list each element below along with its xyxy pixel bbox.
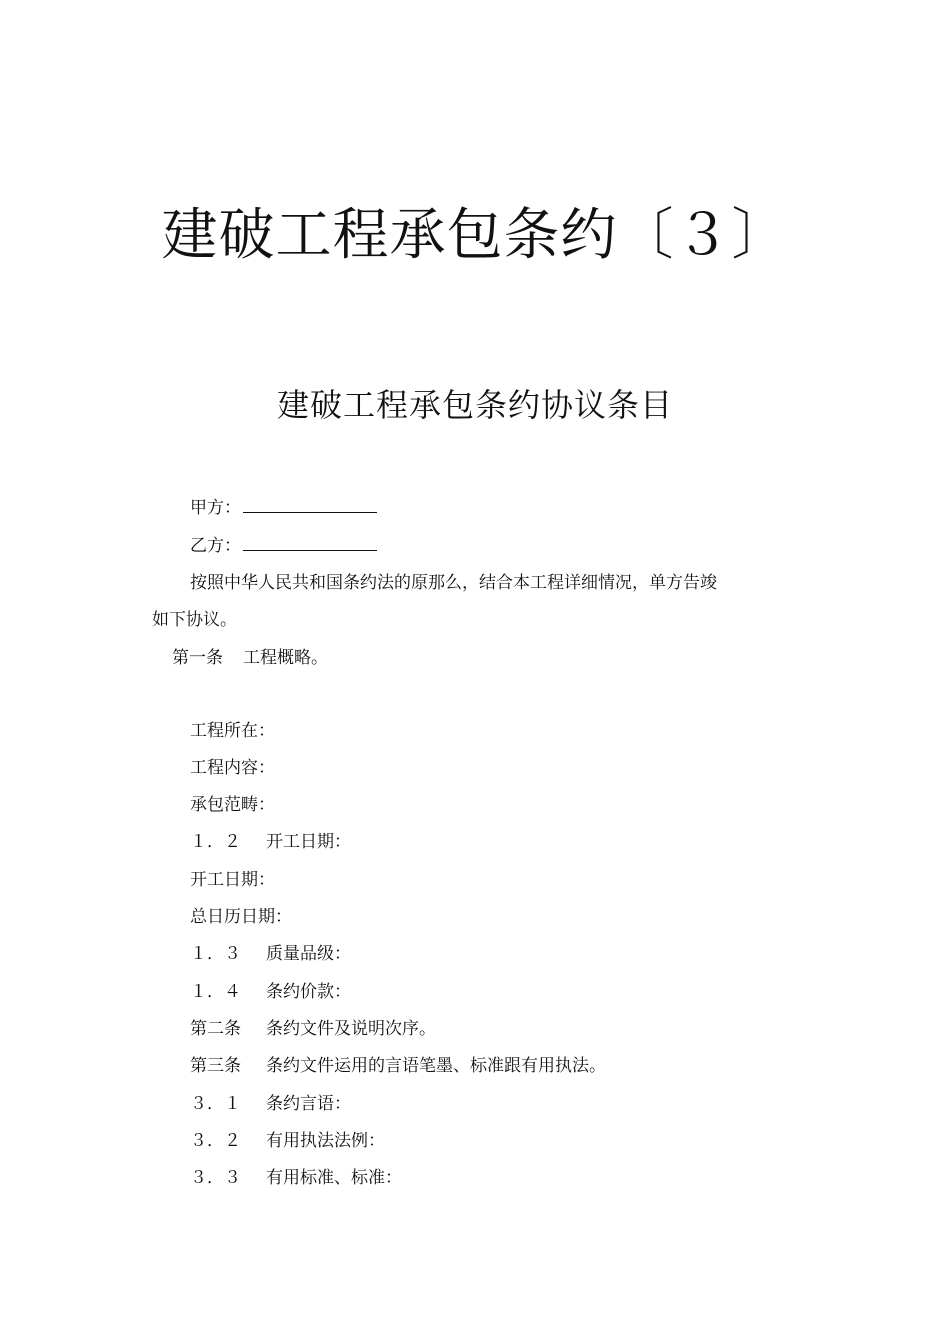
article-2-text: 条约文件及说明次序。 (266, 1019, 436, 1039)
intro-line-1: 按照中华人民共和国条约法的原那么，结合本工程详细情况，单方告竣 (190, 573, 717, 593)
party-a-blank (243, 498, 377, 513)
item-1-4 (190, 980, 351, 1004)
start-date: 开工日期： (190, 870, 275, 890)
document-title: 建破工程承包条约〔３〕 (161, 203, 789, 268)
item-1-3 (190, 942, 351, 966)
article-2-num: 第二条 (190, 1019, 241, 1039)
article-1-text: 工程概略。 (243, 648, 328, 668)
item-1-2-num: １．２ (190, 832, 241, 852)
party-b-line (190, 534, 377, 558)
party-a-line (190, 496, 377, 520)
contract-scope: 承包范畴： (190, 795, 275, 815)
project-location: 工程所在： (190, 721, 275, 741)
party-b-label: 乙方： (190, 536, 241, 556)
item-1-3-text: 质量品级： (266, 944, 351, 964)
item-1-4-text: 条约价款： (266, 982, 351, 1002)
article-3-num: 第三条 (190, 1056, 241, 1076)
party-b-blank (243, 536, 377, 551)
article-3-text: 条约文件运用的言语笔墨、标准跟有用执法。 (266, 1056, 606, 1076)
party-a-label: 甲方： (190, 498, 241, 518)
item-3-1-text: 条约言语： (266, 1094, 351, 1114)
project-content: 工程内容： (190, 758, 275, 778)
document-subtitle: 建破工程承包条约协议条目 (276, 386, 673, 424)
article-2 (190, 1017, 436, 1041)
article-3 (190, 1054, 606, 1078)
item-3-1-num: ３．１ (190, 1094, 241, 1114)
item-1-2-text: 开工日期： (266, 832, 351, 852)
total-days: 总日历日期： (190, 907, 292, 927)
item-1-2 (190, 830, 351, 854)
item-3-2 (190, 1129, 385, 1153)
item-1-4-num: １．４ (190, 982, 241, 1002)
item-3-3-num: ３．３ (190, 1168, 241, 1188)
article-1-num: 第一条 (172, 648, 223, 668)
intro-line-2: 如下协议。 (152, 610, 237, 630)
item-3-2-text: 有用执法法例： (266, 1131, 385, 1151)
item-3-2-num: ３．２ (190, 1131, 241, 1151)
item-1-3-num: １．３ (190, 944, 241, 964)
item-3-1 (190, 1092, 351, 1116)
item-3-3 (190, 1166, 402, 1190)
item-3-3-text: 有用标准、标准： (266, 1168, 402, 1188)
article-1 (172, 646, 328, 670)
